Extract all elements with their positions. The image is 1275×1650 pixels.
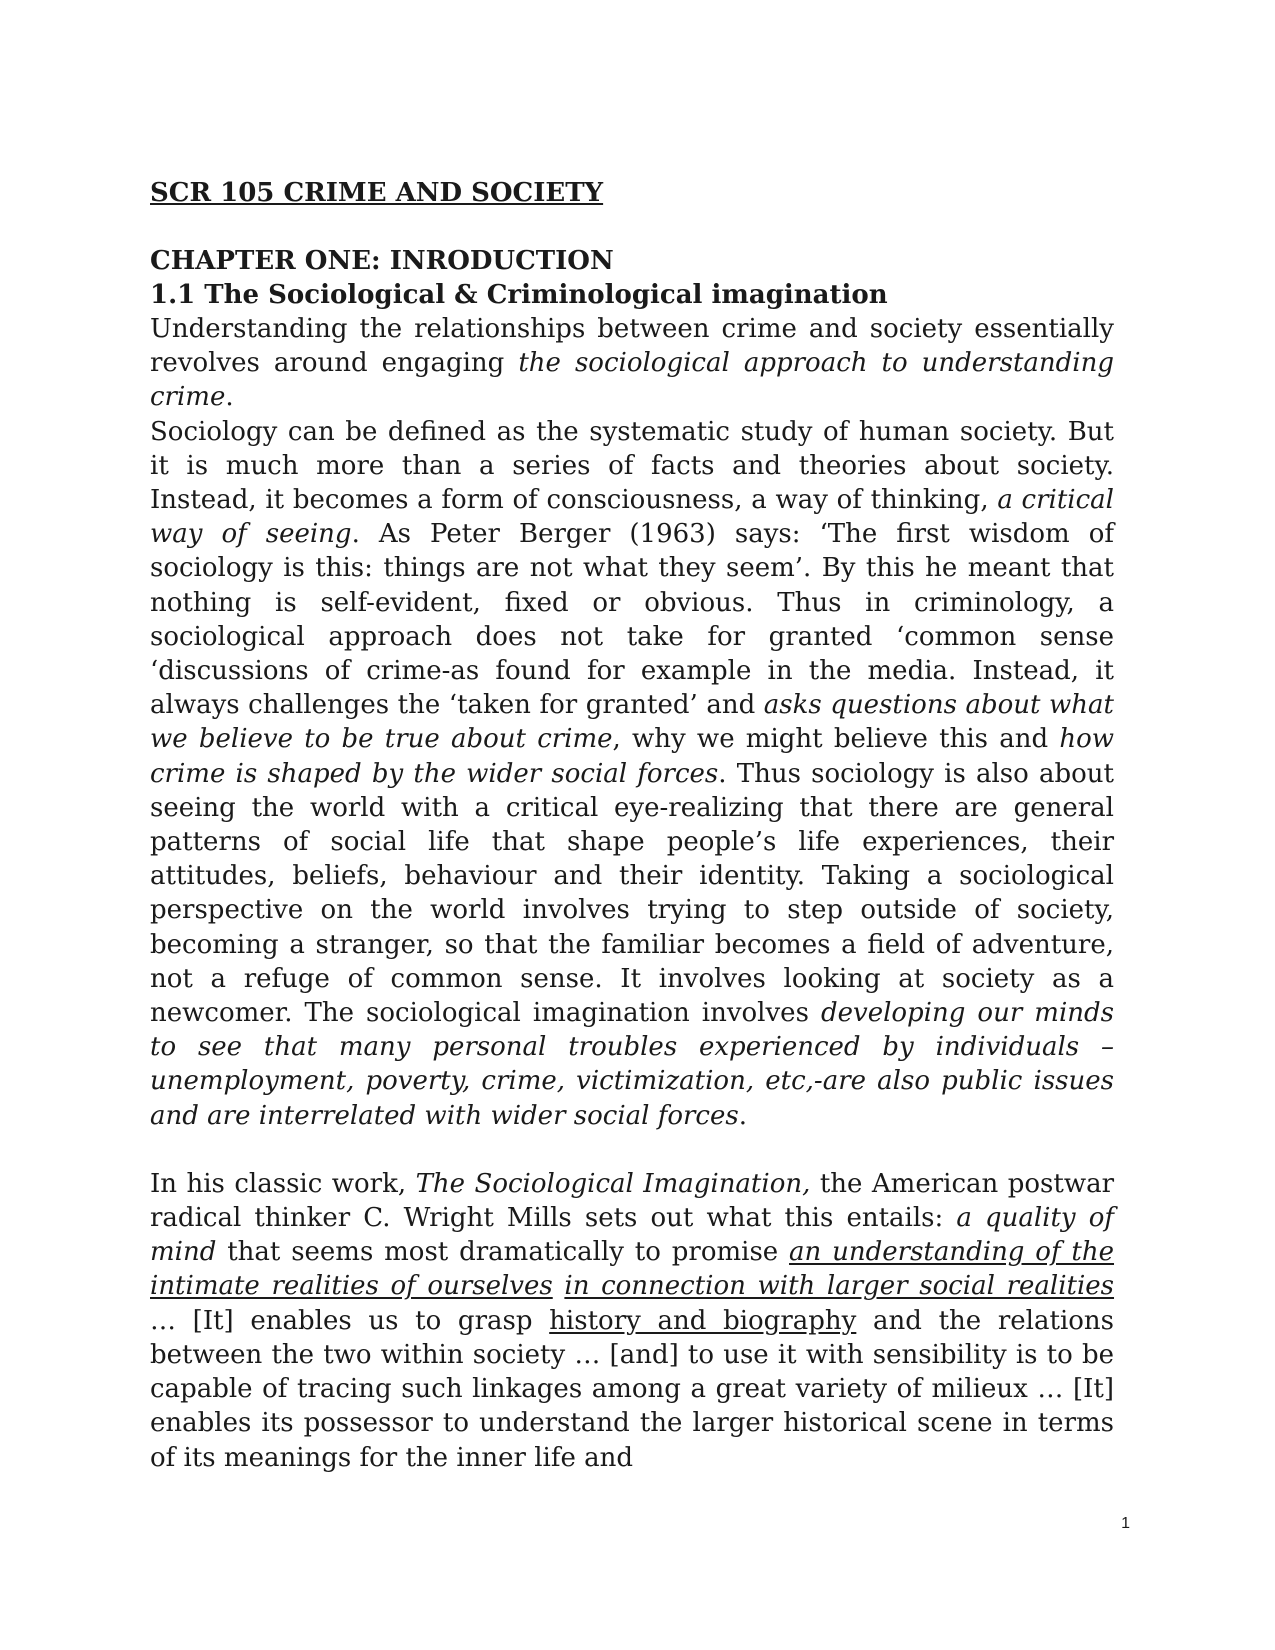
chapter-title: CHAPTER ONE: INRODUCTION [150,246,614,276]
text-run: Understanding the relationships between crime and society essentially revolves around engaging [150,314,1114,379]
paragraph-mills [150,1167,1114,1475]
text-run: and the relations between the two within society … [and] to use it with sensibility is to be capable of tracing such linkages among a great variety of milieux … [It] enables its possessor to understand the larger historical scene in terms of its meanings for the inner life and [150,1305,1115,1473]
section-title: 1.1 The Sociological & Criminological imagination [150,280,888,310]
italic-run: the sociological approach to understanding crime [150,348,1114,413]
text-run [553,1271,565,1301]
text-run: . Thus sociology is also about seeing the world with a critical eye-realizing that there are general patterns of social life that shape people’s life experiences, their attitudes, beliefs, behaviour and their identity. Taking a sociological perspective on the world involves trying to step outside of society, becoming a stranger, so that the familiar becomes a field of adventure, not a refuge of common sense. It involves looking at society as a newcomer. The sociological imagination involves [150,758,1114,1029]
text-run: … [It] enables us to grasp [150,1305,550,1336]
text-run: . [225,382,234,413]
italic-run: developing our minds to see that many personal troubles experienced by individuals –unemployment, poverty, crime, victimization, etc,-are also public issues and are interrelated with wider social forces [150,998,1114,1131]
text-run: . As Peter Berger (1963) says: ‘The first wisdom of sociology is this: things are not what they seem’. By this he meant that nothing is self-evident, fixed or obvious. Thus in criminology, a sociological approach does not take for granted ‘common sense ‘discussions of crime-as found for example in the media. Instead, it always challenges the ‘taken for granted’ and [150,519,1114,721]
page-number: 1 [1121,1515,1130,1532]
course-title: SCR 105 CRIME AND SOCIETY [150,178,604,208]
text-run: . [738,1100,747,1131]
italic-run: a critical way of seeing [150,485,1115,550]
text-run: In his classic work, [150,1168,416,1199]
text-run: , why we might believe this and [612,724,1060,755]
underlined-run: history and biography [549,1305,857,1336]
text-run: the American postwar radical thinker C. Wright Mills sets out what this entails: [150,1168,1114,1234]
paragraph-spacer [150,1133,1114,1167]
italic-run: how crime is shaped by the wider social forces [150,724,1114,789]
page-content [150,176,1114,1475]
italic-run: The Sociological Imagination, [415,1168,811,1199]
text-run: Sociology can be defined as the systematic study of human society. But it is much more than a series of facts and theories about society. Instead, it becomes a form of consciousness, a way of thinking, [150,416,1114,516]
paragraph-sociology-definition [150,415,1114,1133]
italic-run [564,1271,1114,1301]
italic-run: a quality of mind [150,1203,1114,1268]
text-run: that seems most dramatically to promise [216,1237,790,1268]
underlined-run: an understanding of the intimate realities of ourselves [150,1237,1115,1302]
italic-run: asks questions about what we believe to be true about crime [150,690,1114,755]
paragraph-intro [150,312,1114,415]
underlined-run: in connection with larger social realities [564,1271,1115,1302]
